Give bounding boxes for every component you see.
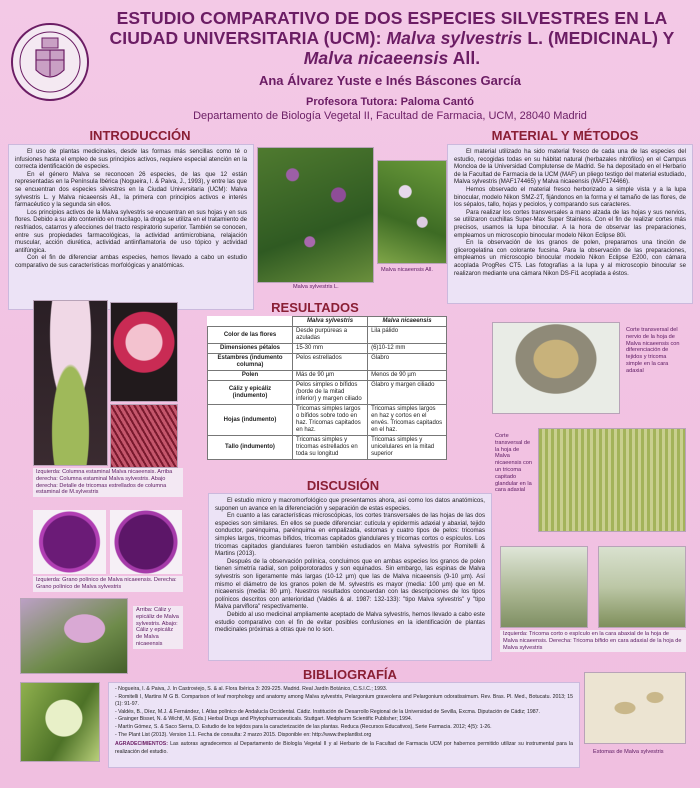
caption-stamens: Izquierda: Columna estaminal Malva nicaeensis. Arriba derecha: Columna estaminal Malva sylvestris. Abajo derecha: Detalle de tricomas estrellados de columna estaminal de M.sylvestris <box>33 468 183 497</box>
table-row <box>208 405 447 436</box>
ack-text: Las autoras agradecemos al Departamento de Biología Vegetal II y al Herbario de la Facultad de Farmacia UCM por habernos permitido utilizar su instrumental para la realización del estudio. <box>115 741 573 755</box>
reference-item: - Grainger Bisset, N. & Wichtl, M. (Eds.) Herbal Drugs and Phytopharmaceuticals. Stuttgart. Medpharm Scientific Publisher; 1994. <box>115 716 413 723</box>
cell: Tricomas simples y tricomas estrellados en toda su longitud <box>293 436 368 460</box>
discussion-paragraph: Después de la observación polínica, concluimos que en ambas especies los granos de polen tienen simetría radial, son poliporotorados y son equinados. Sin embargo, las espinas de Malva sylvestris son ligeramente más largas (10-12 µm) que las de Malva nicaeensis (9-10 µm). Así mismo el diámetro de los granos polen de M. sylvestris es mayor (media: 100 µm) que en M. nicaeensis (media: 80 µm). Nuestros resultados concuerdan con las descripciones de los tipos polínicos descritos con anterioridad (Valdés & al. 1987: 132-133): "tipo Malva sylvestris" y "tipo Malva parviflora" respectivamente. <box>215 557 485 611</box>
caption-pollen: Izquierda: Grano polínico de Malva nicaeensis. Derecha: Grano polínico de Malva sylvestris <box>33 576 183 592</box>
results-table-wrap <box>207 316 447 460</box>
tutor: Profesora Tutora: Paloma Cantó <box>306 96 474 108</box>
row-label: Estambres (indumento columna) <box>208 354 293 371</box>
row-label: Polen <box>208 371 293 381</box>
cell: Glabro y margen ciliado <box>368 381 447 405</box>
title-species: Malva nicaeensis <box>303 48 449 68</box>
methods-paragraph: Para realizar los cortes transversales a mano alzada de las hojas y sus nervios, se utilizaron cuchillas Super-Max Super Stainless. Con el fin de realizar cortes más precisos, usamos la lupa binocular. A la hora de observar las preparaciones, empleamos un microscopio binocular modelo Nikon Eclipse 80i. <box>454 208 686 239</box>
ucm-logo <box>8 20 92 104</box>
cell: Lila pálido <box>368 327 447 344</box>
cell: Tricomas simples largos o bífidos sobre todo en haz. Tricomas capitados en haz. <box>293 405 368 436</box>
title-line-2 <box>92 28 692 48</box>
row-label: Dimensiones pétalos <box>208 344 293 354</box>
reference-item: - Nogueira, I. & Paiva, J. In Castroviejo, S. & al. Flora Ibérica 3: 209-225. Madrid. Real Jardín Botánico, C.S.I.C.; 1993. <box>115 686 388 692</box>
methods-paragraph: El material utilizado ha sido material fresco de cada una de las especies del estudio, recogidas todas en su hábitat natural (herbazales nitrófilos) en el Campus Moncloa de la Universidad Complutense de Madrid. Se ha depositado en el Herbario de la Facultad de Farmacia de la UCM (MAF) un pliego testigo del material estudiado, Malva sylvestris (MAF174465) y Malva nicaeensis (MAF174466). <box>454 148 687 186</box>
caption-trichomes: Izquierda: Tricoma corto o espículo en la cara abaxial de la hoja de Malva nicaeensis. Derecha: Tricoma bífido en cara adaxial de la hoja de Malva sylvestris <box>500 630 686 652</box>
cell: (6)10-12 mm <box>368 344 447 354</box>
table-header-row <box>208 317 447 327</box>
intro-paragraph: El uso de plantas medicinales, desde las formas más sencillas como té o infusiones hasta el empleo de sus principios activos, requiere especial atención en la correcta identificación de especies. <box>15 148 247 171</box>
discussion-paragraph: El estudio micro y macromorfológico que presentamos ahora, así como los datos anatómicos, suponen un avance en la diferenciación y separación de estas especies. <box>215 497 485 512</box>
department: Departamento de Biología Vegetal II, Facultad de Farmacia, UCM, 28040 Madrid <box>193 110 587 122</box>
photo-malva-nicaeensis <box>377 160 447 264</box>
photo-pollen-sylvestris <box>110 510 182 574</box>
title-line-3 <box>92 48 692 68</box>
photo-trichome-bifid <box>598 546 686 628</box>
intro-panel <box>8 144 254 310</box>
discussion-paragraph: En cuanto a las características microscópicas, los cortes transversales de las hojas de las dos especies son similares. En ellos se puede diferenciar: cutícula y epidermis adaxial y abaxial, tejido conductor, parénquima, parénquima en empalizada, estomas y cuatro tipos de pelos: tricomas simples largos, tricomas bífidos, tricomas capitados glandulares y tricomas cortos o espículos. Los tricomas capitados glandulares fueron también estudiados en Malva sylvestris por Romitelli & Martins (2013). <box>215 512 485 558</box>
methods-panel <box>447 144 693 304</box>
photo-staminal-column-sylvestris <box>110 302 178 402</box>
title-part: CIUDAD UNIVERSITARIA (UCM): <box>109 28 387 48</box>
authors: Ana Álvarez Yuste e Inés Báscones García <box>258 73 522 88</box>
methods-paragraph: Hemos observado el material fresco herborizado a simple vista y a la lupa binocular, modelo Nikon SMZ-2T, fijándonos en la forma y el tamaño de las flores, de los sépalos, tallo, hojas y peciolos, y comparando sus caracteres. <box>454 185 686 209</box>
cell: Pelos simples o bífidos (borde de la mitad inferior) y margen ciliado <box>293 381 368 405</box>
cell: Menos de 90 µm <box>368 371 447 381</box>
table-row <box>208 381 447 405</box>
reference-item: - Romitelli I, Martins M G B. Comparison of leaf morphology and anatomy among Malva sylvestris, Pelargonium graveolens and Pelargonium odoratissimum. Rev. Bras. Pl. Med., Botucatu. 2013; 15 (1): 91-97. <box>115 693 573 708</box>
photo-leaf-section-glandular <box>538 428 686 532</box>
table-corner <box>208 317 293 327</box>
caption-section-1: Corte transversal del nervio de la hoja de Malva nicaeensis con diferenciación de tejidos y tricoma simple en la cara adaxial <box>626 327 680 374</box>
table-row <box>208 436 447 460</box>
table-row <box>208 371 447 381</box>
cell: Tricomas simples largos en haz y cortos en el envés. Tricomas capitados en el haz. <box>368 405 447 436</box>
table-row <box>208 344 447 354</box>
col-header: Malva nicaeensis <box>368 317 447 327</box>
discussion-paragraph: Debido al uso medicinal ampliamente aceptado de Malva sylvestris, hemos llevado a cabo este estudio comparativo con el fin de evitar posibles confusiones en la identificación de plantas medicinales próximas a otras que no lo son. <box>215 610 485 634</box>
poster-title <box>92 8 692 68</box>
caption-stomata: Estomas de Malva sylvestris <box>593 749 664 755</box>
col-header: Malva sylvestris <box>293 317 368 327</box>
photo-pollen-nicaeensis <box>33 510 106 574</box>
row-label: Hojas (indumento) <box>208 405 293 436</box>
intro-paragraph: En el género Malva se reconocen 26 especies, de las que 12 están representadas en la Península Ibérica (Nogueira, I. & Paiva, J., 1993), y entre las que se encuentran dos especies silvestres en la Ciudad Universitaria (UCM): Malva sylvestris L. y Malva nicaeensis All., la primera con principios activos e interés farmacéutico y la segunda sin ellos. <box>15 170 247 209</box>
bibliography-panel <box>108 682 580 768</box>
cell: Desde purpúreas a azuladas <box>293 327 368 344</box>
photo-trichome-short <box>500 546 588 628</box>
reference-item: - The Plant List (2013). Version 1.1. Fecha de consulta: 2 marzo 2015. Disponible en: http://www.theplantlist.org <box>115 731 372 738</box>
cell: Tricomas simples y unicelulares en la mitad superior <box>368 436 447 460</box>
caption-calyx: Arriba: Cáliz y epicáliz de Malva sylvestris. Abajo: Cáliz y epicáliz de Malva nicaeensis <box>133 606 183 649</box>
results-table <box>207 316 447 460</box>
caption-section-2: Corte transversal de la hoja de Malva nicaeensis con un tricoma capitado glandular en la cara adaxial <box>495 433 533 494</box>
discussion-panel <box>208 493 492 661</box>
label-nicaeensis: Malva nicaeensis All. <box>381 267 433 273</box>
photo-staminal-column-nicaeensis <box>33 300 108 466</box>
intro-paragraph: Con el fin de diferenciar ambas especies, hemos llevado a cabo un estudio comparativo de sus características morfológicas y anatómicas. <box>15 254 247 269</box>
photo-calyx-sylvestris <box>20 598 128 674</box>
title-species: Malva sylvestris <box>386 28 523 48</box>
cell: 15-30 mm <box>293 344 368 354</box>
results-heading: RESULTADOS <box>271 300 359 315</box>
photo-stomata <box>584 672 686 744</box>
photo-calyx-nicaeensis <box>20 682 100 762</box>
row-label: Cáliz y epicáliz (indumento) <box>208 381 293 405</box>
photo-malva-sylvestris <box>257 147 374 283</box>
label-sylvestris: Malva sylvestris L. <box>293 284 339 290</box>
title-part: L. (MEDICINAL) Y <box>522 28 675 48</box>
photo-stellate-trichomes <box>110 404 178 468</box>
photo-leaf-section-nerve <box>492 322 620 414</box>
title-line-1: ESTUDIO COMPARATIVO DE DOS ESPECIES SILVESTRES EN LA <box>116 8 668 28</box>
reference-item: - Martín Gómez, S. & Saco Sierra, D. Estudio de los tejidos para la caracterización de las plantas. Reduca (Recursos Educativos), Serie Farmacia. 2012; 4(5): 1-26. <box>115 723 492 730</box>
cell: Pelos estrellados <box>293 354 368 371</box>
title-part: All. <box>448 48 481 68</box>
ack-label: AGRADECIMIENTOS: <box>115 741 168 748</box>
cell: Más de 90 µm <box>293 371 368 381</box>
acknowledgements <box>115 741 573 756</box>
intro-heading: INTRODUCCIÓN <box>89 128 191 143</box>
intro-paragraph: Los principios activos de la Malva sylvestris se encuentran en sus hojas y en sus flores. Debido a su alto contenido en mucílago, la droga se utiliza en el tratamiento de resfriados, catarros y afecciones del tracto respiratorio superior. También se conocen, entre sus propiedades farmacológicas, la actividad antimicrobiana, relajación muscular, acción diurética, actividad antiinflamatoria de uso tópico y actividad antifúngica. <box>15 208 247 254</box>
row-label: Color de las flores <box>208 327 293 344</box>
methods-paragraph: En la observación de los granos de polen, preparamos una tinción de glicerogelatina con colorante fucsina. Para la observación de las preparaciones, empleamos un microscopio binocular modelo Nikon Eclipse E200, con cámara acoplada ProgRes CT5. Las fotografías a la lupa y al microscopio binocular se realizaron mediante una cámara Nikon DS-Fi1 acoplada a éstos. <box>454 239 686 277</box>
bibliography-heading: BIBLIOGRAFÍA <box>303 667 397 682</box>
methods-heading: MATERIAL Y MÉTODOS <box>491 128 639 143</box>
table-row <box>208 354 447 371</box>
reference-item: - Valdés, B., Díez, M.J. & Fernández, I. Atlas polínico de Andalucía Occidental. Cádiz. Institución de Desarrollo Regional de la Universidad de Sevilla, Excma. Diputación de Cádiz; 1987. <box>115 708 540 715</box>
table-row <box>208 327 447 344</box>
row-label: Tallo (indumento) <box>208 436 293 460</box>
discussion-heading: DISCUSIÓN <box>306 478 380 493</box>
cell: Glabro <box>368 354 447 371</box>
